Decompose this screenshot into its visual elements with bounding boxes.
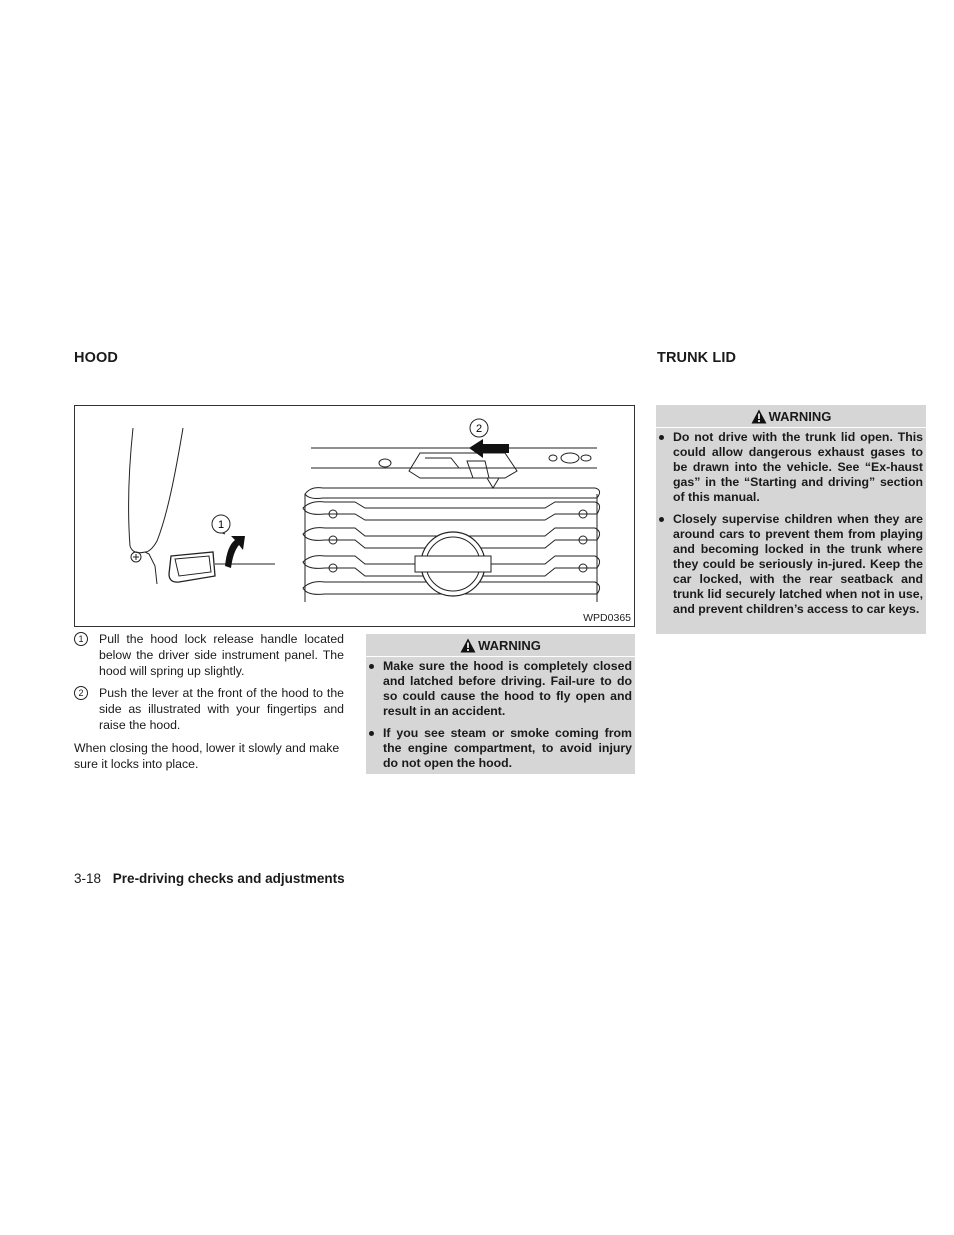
warning-triangle-icon (460, 638, 476, 653)
hood-warning-item (366, 659, 632, 719)
hood-release-illustration (74, 405, 635, 627)
trunk-lid-heading: TRUNK LID (657, 350, 737, 366)
step-1 (74, 631, 344, 679)
push-arrow-icon (469, 439, 509, 458)
hood-illustration-drawing (75, 406, 634, 626)
step-1-text: Pull the hood lock release handle located below the driver side instrument panel. The hood will spring up slightly. (99, 632, 344, 678)
bullet-icon (659, 517, 664, 522)
bullet-icon (659, 435, 664, 440)
section-title: Pre-driving checks and adjustments (112, 871, 345, 886)
trunk-warning-title: WARNING (768, 408, 832, 424)
trunk-warning-item-text: Closely supervise children when they are around cars to prevent them from playing and becoming locked in the trunk where they could be seriously in-jured. Keep the car locked, with the rear seatback and trunk lid securely latched when not in use, and prevent children’s access to car keys. (673, 512, 923, 616)
emblem-icon (415, 532, 491, 596)
hood-heading: HOOD (74, 350, 118, 366)
hood-warning-item-text: If you see steam or smoke coming from the engine compartment, to avoid injury do not open the hood. (383, 726, 632, 770)
hood-warning-item-text: Make sure the hood is completely closed and latched before driving. Fail-ure to do so could cause the hood to fly open and result in an accident. (383, 659, 632, 718)
page-footer (74, 871, 345, 886)
bullet-icon (369, 731, 374, 736)
page-number: 3-18 (74, 871, 102, 886)
hood-warning-box (366, 634, 635, 774)
hood-closing-note: When closing the hood, lower it slowly and make sure it locks into place. (74, 741, 340, 771)
trunk-warning-box (656, 405, 926, 634)
trunk-warning-header (656, 405, 926, 428)
hood-warning-title: WARNING (478, 637, 541, 653)
step-1-number: 1 (74, 632, 88, 646)
hood-warning-header (366, 634, 635, 657)
callout-1-label: 1 (217, 519, 225, 531)
figure-code: WPD0365 (583, 612, 631, 624)
step-2-number: 2 (74, 686, 88, 700)
trunk-warning-item-text: Do not drive with the trunk lid open. This could allow dangerous exhaust gases to be drawn into the vehicle. See “Ex-haust gas” in the “Starting and driving” section of this manual. (673, 430, 923, 504)
trunk-warning-item (656, 430, 923, 505)
hood-warning-item (366, 726, 632, 771)
bullet-icon (369, 664, 374, 669)
callout-2-label: 2 (475, 423, 483, 435)
pull-arrow-icon (225, 536, 245, 568)
trunk-warning-item (656, 512, 923, 617)
step-2-text: Push the lever at the front of the hood to the side as illustrated with your fingertips and raise the hood. (99, 686, 344, 732)
callout-2 (470, 419, 488, 437)
callout-1 (212, 515, 230, 534)
step-2 (74, 685, 344, 733)
warning-triangle-icon (751, 409, 767, 424)
